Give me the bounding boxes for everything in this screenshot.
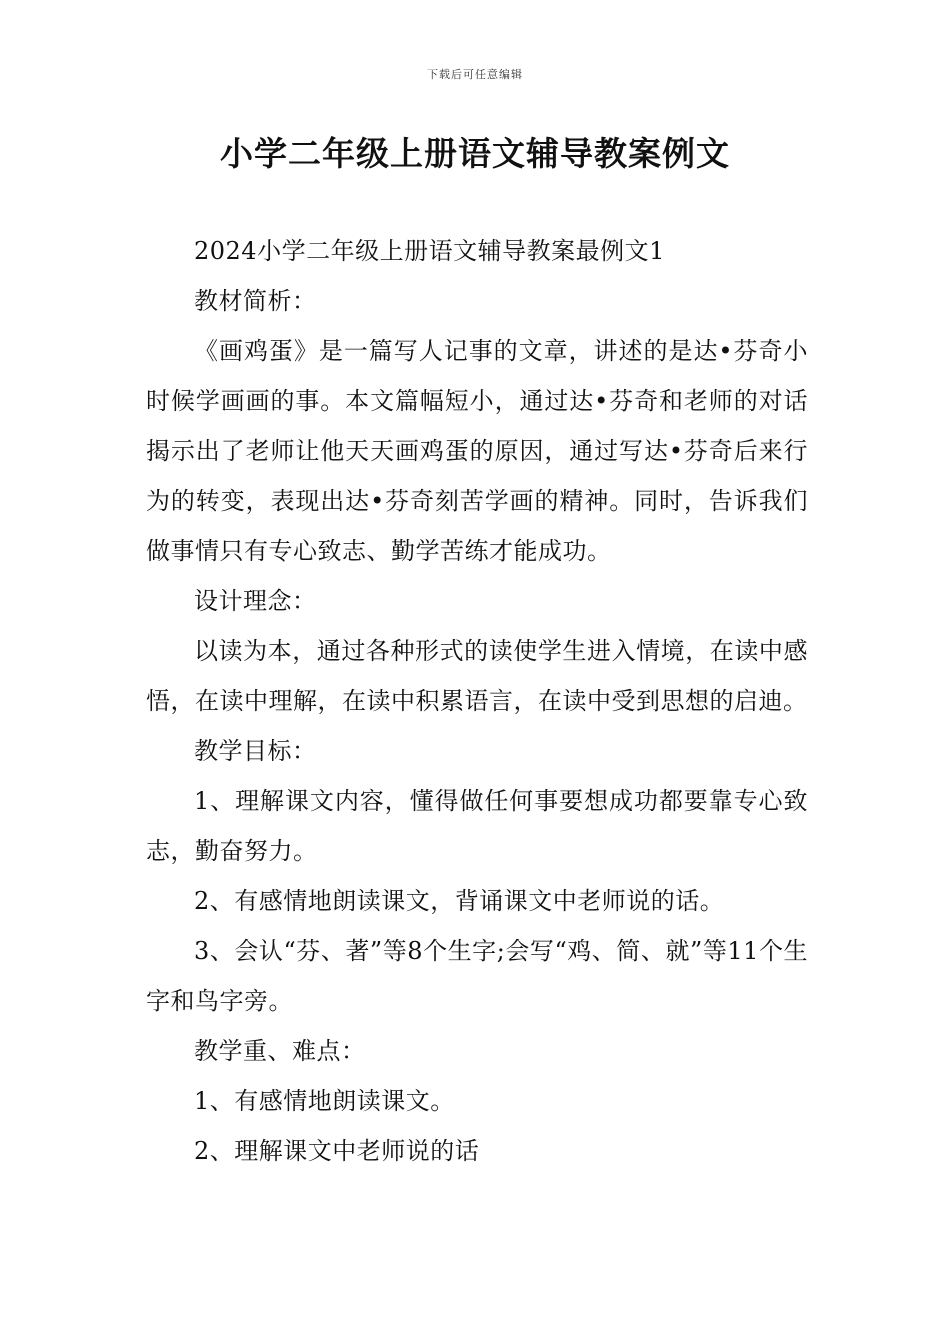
paragraph-design-concept: 以读为本，通过各种形式的读使学生进入情境，在读中感悟，在读中理解，在读中积累语言，在读中受到思想的启迪。 — [146, 637, 808, 715]
section-heading-material-analysis: 教材简析： — [194, 287, 317, 315]
section-heading-key-points: 教学重、难点： — [194, 1037, 366, 1065]
key-point-item-1: 1、有感情地朗读课文。 — [194, 1087, 455, 1115]
section-heading-teaching-goals: 教学目标： — [194, 737, 317, 765]
goal-item-3: 3、会认“芬、著”等8个生字;会写“鸡、简、就”等11个生字和鸟字旁。 — [146, 937, 808, 1015]
paragraph-material-analysis: 《画鸡蛋》是一篇写人记事的文章，讲述的是达•芬奇小时候学画画的事。本文篇幅短小，通过达•芬奇和老师的对话揭示出了老师让他天天画鸡蛋的原因，通过写达•芬奇后来行为的转变，表现出达•芬奇刻苦学画的精神。同时，告诉我们做事情只有专心致志、勤学苦练才能成功。 — [146, 337, 808, 565]
document-body — [146, 226, 808, 1176]
document-title: 小学二年级上册语文辅导教案例文 — [220, 134, 730, 173]
key-point-item-2: 2、理解课文中老师说的话 — [194, 1137, 480, 1165]
goal-item-1: 1、理解课文内容，懂得做任何事要想成功都要靠专心致志，勤奋努力。 — [146, 787, 808, 865]
header-note: 下载后可任意编辑 — [427, 68, 523, 81]
subtitle-paragraph: 2024小学二年级上册语文辅导教案最例文1 — [194, 237, 665, 265]
goal-item-2: 2、有感情地朗读课文，背诵课文中老师说的话。 — [194, 887, 725, 915]
section-heading-design-concept: 设计理念： — [194, 587, 317, 615]
